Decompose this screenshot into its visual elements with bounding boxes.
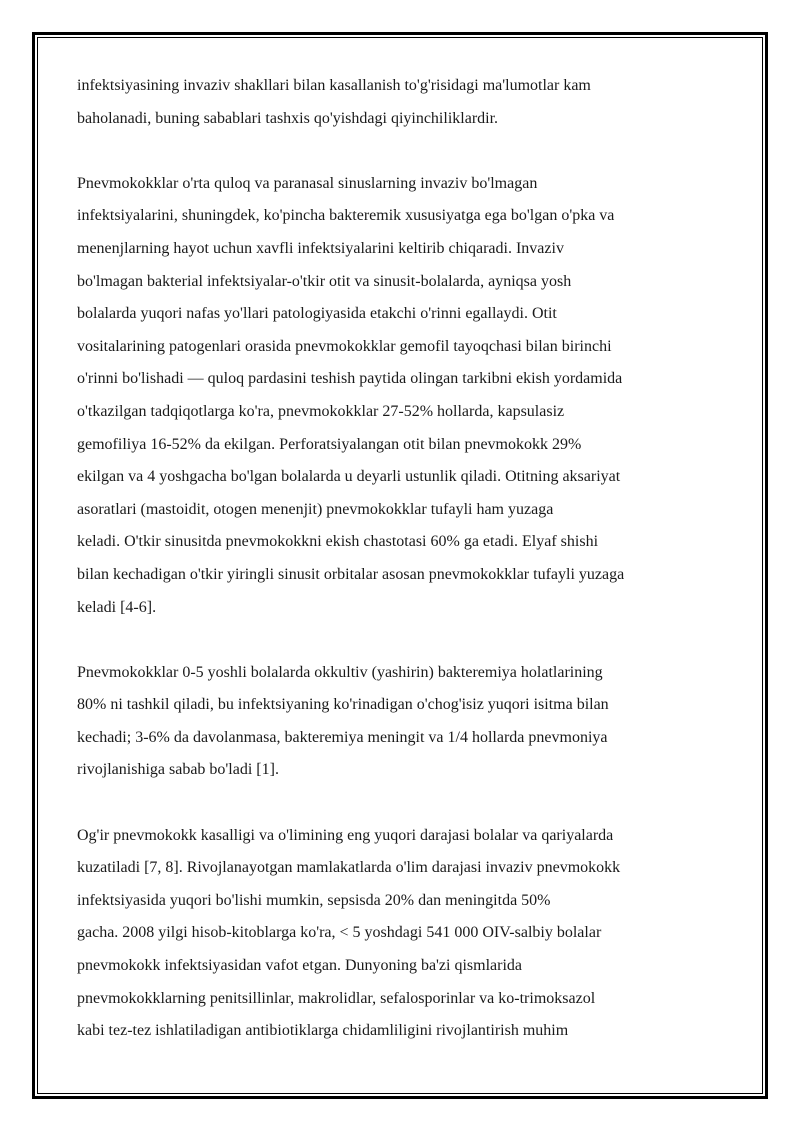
paragraph <box>77 657 725 787</box>
text-line: gacha. 2008 yilgi hisob-kitoblarga ko'ra, < 5 yoshdagi 541 000 OIV-salbiy bolalar <box>77 924 602 942</box>
text-line: keladi. O'tkir sinusitda pnevmokokkni ekish chastotasi 60% ga etadi. Elyaf shishi <box>77 533 599 551</box>
text-line: Og'ir pnevmokokk kasalligi va o'limining eng yuqori darajasi bolalar va qariyalarda <box>77 826 614 844</box>
paragraph <box>77 820 725 1048</box>
text-line: infektsiyalarini, shuningdek, ko'pincha bakteremik xususiyatga ega bo'lgan o'pka va <box>77 207 615 225</box>
paragraph <box>77 70 725 135</box>
text-line: pnevmokokklarning penitsillinlar, makrolidlar, sefalosporinlar va ko-trimoksazol <box>77 989 596 1007</box>
text-line: pnevmokokk infektsiyasidan vafot etgan. Dunyoning ba'zi qismlarida <box>77 957 523 975</box>
paragraph <box>77 168 725 624</box>
text-line: vositalarining patogenlari orasida pnevmokokklar gemofil tayoqchasi bilan birinchi <box>77 337 612 355</box>
paragraph-gap <box>77 787 725 820</box>
text-line: o'tkazilgan tadqiqotlarga ko'ra, pnevmokokklar 27-52% hollarda, kapsulasiz <box>77 402 565 420</box>
text-line: gemofiliya 16-52% da ekilgan. Perforatsiyalangan otit bilan pnevmokokk 29% <box>77 435 582 453</box>
text-line: kechadi; 3-6% da davolanmasa, bakteremiya meningit va 1/4 hollarda pnevmoniya <box>77 728 608 746</box>
text-line: bolalarda yuqori nafas yo'llari patologiyasida etakchi o'rinni egallaydi. Otit <box>77 305 557 323</box>
text-line: Pnevmokokklar o'rta quloq va paranasal sinuslarning invaziv bo'lmagan <box>77 174 538 192</box>
text-line: kabi tez-tez ishlatiladigan antibiotiklarga chidamliligini rivojlantirish muhim <box>77 1022 569 1040</box>
document-body <box>77 70 725 1048</box>
text-line: infektsiyasining invaziv shakllari bilan kasallanish to'g'risidagi ma'lumotlar kam <box>77 77 591 94</box>
text-line: bilan kechadigan o'tkir yiringli sinusit orbitalar asosan pnevmokokklar tufayli yuzaga <box>77 565 625 583</box>
text-line: bo'lmagan bakterial infektsiyalar-o'tkir otit va sinusit-bolalarda, ayniqsa yosh <box>77 272 572 290</box>
text-line: kuzatiladi [7, 8]. Rivojlanayotgan mamlakatlarda o'lim darajasi invaziv pnevmokokk <box>77 859 621 877</box>
text-line: Pnevmokokklar 0-5 yoshli bolalarda okkultiv (yashirin) bakteremiya holatlarining <box>77 663 603 681</box>
text-line: infektsiyasida yuqori bo'lishi mumkin, sepsisda 20% dan meningitda 50% <box>77 891 551 909</box>
paragraph-gap <box>77 624 725 657</box>
text-line: baholanadi, buning sabablari tashxis qo'yishdagi qiyinchiliklardir. <box>77 109 499 127</box>
text-line: ekilgan va 4 yoshgacha bo'lgan bolalarda u deyarli ustunlik qiladi. Otitning aksariyat <box>77 468 621 486</box>
text-line: asoratlari (mastoidit, otogen menenjit) pnevmokokklar tufayli ham yuzaga <box>77 500 554 518</box>
text-line: menenjlarning hayot uchun xavfli infektsiyalarini keltirib chiqaradi. Invaziv <box>77 239 564 257</box>
text-line: o'rinni bo'lishadi — quloq pardasini teshish paytida olingan tarkibni ekish yordamida <box>77 370 623 388</box>
text-line: 80% ni tashkil qiladi, bu infektsiyaning ko'rinadigan o'chog'isiz yuqori isitma bilan <box>77 696 609 714</box>
text-line: keladi [4-6]. <box>77 598 157 616</box>
text-line: rivojlanishiga sabab bo'ladi [1]. <box>77 761 279 779</box>
paragraph-gap <box>77 135 725 168</box>
